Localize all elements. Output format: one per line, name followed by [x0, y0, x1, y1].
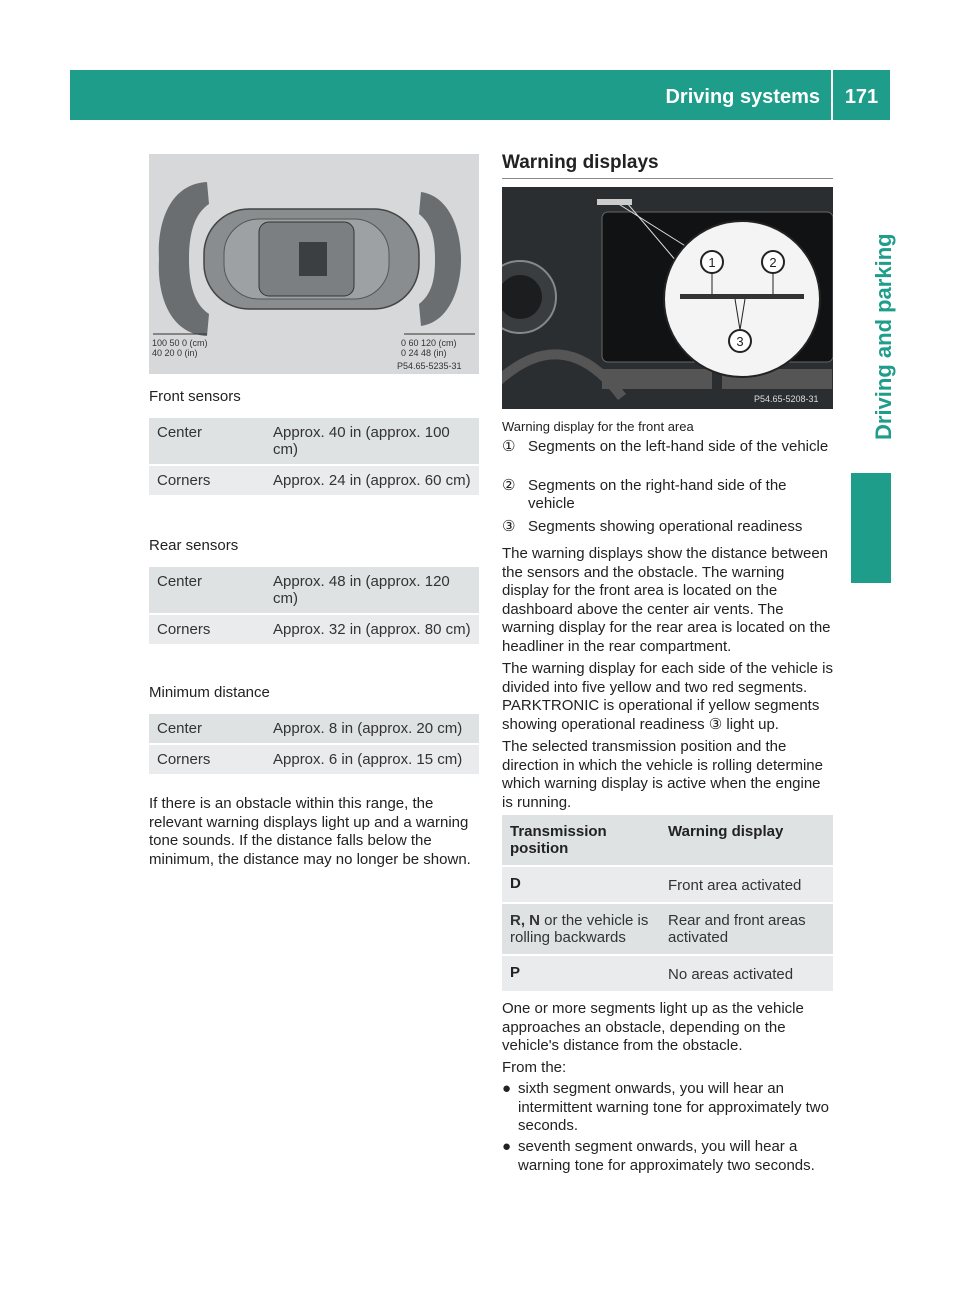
distance-cell: Approx. 8 in (approx. 20 cm)	[265, 714, 479, 743]
obstacle-paragraph: If there is an obstacle within this range, the relevant warning displays light up and a warning tone sounds. If the distance falls below the minimum, the distance may no longer be shown.	[149, 795, 471, 868]
bullet-icon: ●	[502, 1138, 512, 1155]
scale-right-in: 0 24 48 (in)	[401, 348, 447, 358]
legend-text: Segments on the left-hand side of the vehicle	[528, 438, 829, 455]
list-item	[502, 1080, 833, 1136]
zone-cell: Corners	[149, 615, 265, 644]
legend-number: ②	[502, 477, 516, 494]
sensor-range-figure	[149, 154, 479, 374]
figure-code: P54.65-5235-31	[397, 361, 462, 371]
zone-cell: Center	[149, 418, 265, 464]
section-title: Warning displays	[502, 152, 659, 173]
rear-sensors-label: Rear sensors	[149, 537, 239, 554]
distance-cell: Approx. 32 in (approx. 80 cm)	[265, 615, 479, 644]
side-tab-marker	[851, 473, 891, 583]
transmission-cell: D	[502, 867, 660, 902]
front-sensors-table	[149, 418, 479, 495]
front-sensors-label: Front sensors	[149, 388, 241, 405]
segments-paragraph: The warning display for each side of the vehicle is divided into five yellow and two red segments. PARKTRONIC is operational if yellow segments showing operational readiness ③ light up.	[502, 660, 834, 733]
distance-cell: Approx. 6 in (approx. 15 cm)	[265, 745, 479, 774]
table-row	[149, 745, 479, 774]
legend-text: Segments on the right-hand side of the vehicle	[528, 477, 787, 512]
from-label: From the:	[502, 1059, 567, 1076]
svg-text:3: 3	[736, 334, 744, 349]
zone-cell: Center	[149, 567, 265, 613]
display-cell: Rear and front areas activated	[660, 904, 833, 954]
warning-paragraph: The warning displays show the distance between the sensors and the obstacle. The warning display for the front area is located on the dashboard above the center air vents. The warning display for the rear area is located on the headliner in the rear compartment.	[502, 545, 831, 655]
display-cell: Front area activated	[660, 867, 833, 902]
minimum-distance-label: Minimum distance	[149, 684, 270, 701]
display-cell: No areas activated	[660, 956, 833, 991]
rear-sensors-table	[149, 567, 479, 644]
table-row	[149, 418, 479, 464]
transmission-condition: or the vehicle is rolling backwards	[510, 912, 649, 946]
warning-display-figure	[502, 187, 833, 409]
transmission-gear: R, N	[510, 912, 540, 929]
column-header: Transmission position	[502, 815, 660, 865]
bullet-text: seventh segment onwards, you will hear a warning tone for approximately two seconds.	[518, 1138, 815, 1174]
transmission-cell: P	[502, 956, 660, 991]
zone-cell: Corners	[149, 745, 265, 774]
distance-cell: Approx. 24 in (approx. 60 cm)	[265, 466, 479, 495]
section-heading: Driving systems	[665, 86, 820, 108]
table-row	[149, 567, 479, 613]
transmission-table	[502, 815, 833, 991]
legend-number: ①	[502, 438, 516, 455]
legend-item	[502, 518, 833, 536]
scale-left-cm: 100 50 0 (cm)	[152, 338, 208, 348]
table-row	[502, 904, 833, 954]
table-row	[149, 615, 479, 644]
distance-cell: Approx. 48 in (approx. 120 cm)	[265, 567, 479, 613]
table-row	[502, 867, 833, 902]
bullet-icon: ●	[502, 1080, 512, 1097]
page-number: 171	[844, 86, 879, 108]
table-row	[149, 466, 479, 495]
scale-right-cm: 0 60 120 (cm)	[401, 338, 457, 348]
list-item	[502, 1138, 833, 1175]
scale-left-in: 40 20 0 (in)	[152, 348, 198, 358]
transmission-cell	[502, 904, 660, 954]
side-tab-label: Driving and parking	[871, 233, 896, 440]
legend-text: Segments showing operational readiness	[528, 518, 803, 535]
figure-code: P54.65-5208-31	[754, 394, 819, 404]
column-header: Warning display	[660, 815, 833, 865]
section-rule	[502, 178, 833, 179]
zone-cell: Corners	[149, 466, 265, 495]
table-row	[502, 956, 833, 991]
dashboard-illustration	[502, 187, 833, 409]
zone-cell: Center	[149, 714, 265, 743]
legend-item	[502, 438, 833, 456]
segments-approach-paragraph: One or more segments light up as the vehicle approaches an obstacle, depending on the vehicle's distance from the obstacle.	[502, 1000, 804, 1054]
transmission-paragraph: The selected transmission position and the direction in which the vehicle is rolling determine which warning display is active when the engine is running.	[502, 738, 823, 811]
legend-item	[502, 477, 833, 513]
legend-number: ③	[502, 518, 516, 535]
distance-cell: Approx. 40 in (approx. 100 cm)	[265, 418, 479, 464]
table-header-row	[502, 815, 833, 865]
svg-text:2: 2	[769, 255, 777, 270]
table-row	[149, 714, 479, 743]
minimum-distance-table	[149, 714, 479, 774]
svg-text:1: 1	[708, 255, 716, 270]
figure-caption: Warning display for the front area	[502, 419, 694, 434]
bullet-text: sixth segment onwards, you will hear an intermittent warning tone for approximately two seconds.	[518, 1080, 829, 1134]
